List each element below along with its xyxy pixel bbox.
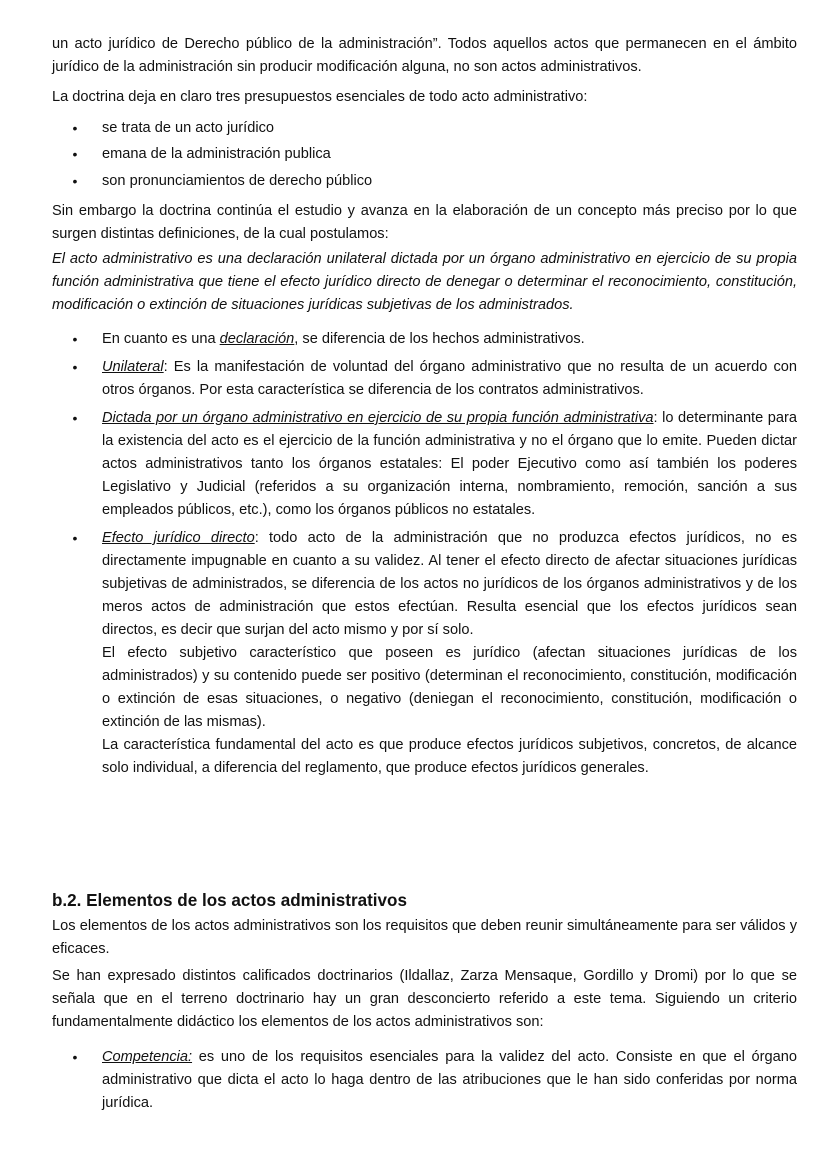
bullet-marker: •	[72, 146, 78, 162]
presupuestos-lead: La doctrina deja en claro tres presupuestos esenciales de todo acto administrativo:	[52, 89, 588, 105]
caracter-term: declaración	[219, 331, 295, 347]
caracter-item-efecto	[102, 527, 797, 780]
elementos-definition: Los elementos de los actos administrativos son los requisitos que deben reunir simultáneamente para ser válidos y eficaces.	[52, 918, 797, 957]
definition-paragraph: El acto administrativo es una declaración unilateral dictada por un órgano administrativo en ejercicio de su propia función administrativa que tiene el efecto jurídico directo de denegar o determinar el reconocimiento, constitución, modificación o extinción de situaciones jurídicas subjetivas de los administrados.	[52, 251, 797, 313]
bullet-marker: •	[72, 1049, 78, 1065]
intro-continuation: un acto jurídico de Derecho público de la administración”. Todos aquellos actos que permanecen en el ámbito jurídico de la administración sin producir modificación alguna, no son actos administrativos.	[52, 36, 797, 75]
presupuesto-item: emana de la administración publica	[102, 146, 331, 162]
sin-embargo-paragraph: Sin embargo la doctrina continúa el estudio y avanza en la elaboración de un concepto más preciso por lo que surgen distintas definiciones, de la cual postulamos:	[52, 203, 797, 242]
efecto-subjetivo-text: El efecto subjetivo característico que poseen es jurídico (afectan situaciones jurídicas de los administrados) y su contenido puede ser positivo (determinan el reconocimiento, constitución, modificación o extinción de esas situaciones, o negativo (deniegan el reconocimiento, constitución, modificación o extinción de las mismas).	[102, 645, 797, 730]
elementos-doctrina: Se han expresado distintos calificados doctrinarios (Ildallaz, Zarza Mensaque, Gordillo y Dromi) por lo que se señala que en el terreno doctrinario hay un gran desconcierto referido a este tema. Siguiendo un criterio fundamentalmente didáctico los elementos de los actos administrativos son:	[52, 968, 797, 1030]
section-heading: b.2. Elementos de los actos administrativos	[52, 891, 407, 910]
bullet-marker: •	[72, 410, 78, 426]
elemento-item-competencia	[102, 1046, 797, 1115]
caracter-text: : lo determinante para la existencia del acto es el ejercicio de la función administrativa y no el órgano que lo emite. Pueden dictar actos administrativos tanto los órganos estatales: El poder Ejecutivo como así también los poderes Legislativo y Judicial (referidos a su organización interna, nombramiento, remoción, sanción a sus empleados públicos, etc.), como los órganos públicos no estatales.	[102, 410, 798, 518]
caracter-text: : todo acto de la administración que no produzca efectos jurídicos, no es directamente impugnable en cuanto a su validez. Al tener el efecto directo de afectar situaciones jurídicas subjetivas de administrados, se diferencia de los actos no jurídicos de los órganos administrativos y de los meros actos de administración que estos efectúan. Resulta esencial que los efectos jurídicos sean directos, es decir que surjan del acto mismo y por sí solo.	[102, 530, 797, 638]
bullet-marker: •	[72, 530, 78, 546]
caracter-term: Dictada por un órgano administrativo en ejercicio de su propia función administrativa	[102, 410, 654, 426]
bullet-marker: •	[72, 359, 78, 375]
bullet-marker: •	[72, 120, 78, 136]
caracter-item-dictada	[102, 407, 797, 522]
caracter-item-unilateral	[102, 356, 797, 402]
efecto-caracteristica-text: La característica fundamental del acto es que produce efectos jurídicos subjetivos, concretos, de alcance solo individual, a diferencia del reglamento, que produce efectos jurídicos generales.	[102, 737, 797, 776]
caracter-pre: En cuanto es una	[102, 331, 220, 347]
elemento-term: Competencia:	[102, 1049, 193, 1065]
elemento-text: es uno de los requisitos esenciales para la validez del acto. Consiste en que el órgano administrativo que dicta el acto lo haga dentro de las atribuciones que le han sido conferidas por norma jurídica.	[102, 1049, 797, 1111]
presupuesto-item: se trata de un acto jurídico	[102, 120, 274, 136]
caracter-term: Efecto jurídico directo	[102, 530, 255, 546]
efecto-main	[102, 527, 797, 642]
caracter-term: Unilateral	[102, 359, 164, 375]
bullet-marker: •	[72, 331, 78, 347]
caracter-text: , se diferencia de los hechos administrativos.	[294, 331, 585, 347]
bullet-marker: •	[72, 173, 78, 189]
caracter-text: : Es la manifestación de voluntad del órgano administrativo que no resulta de un acuerdo con otros órganos. Por esta característica se diferencia de los contratos administrativos.	[102, 359, 797, 398]
presupuesto-item: son pronunciamientos de derecho público	[102, 173, 373, 189]
caracter-item-declaracion	[102, 328, 797, 351]
